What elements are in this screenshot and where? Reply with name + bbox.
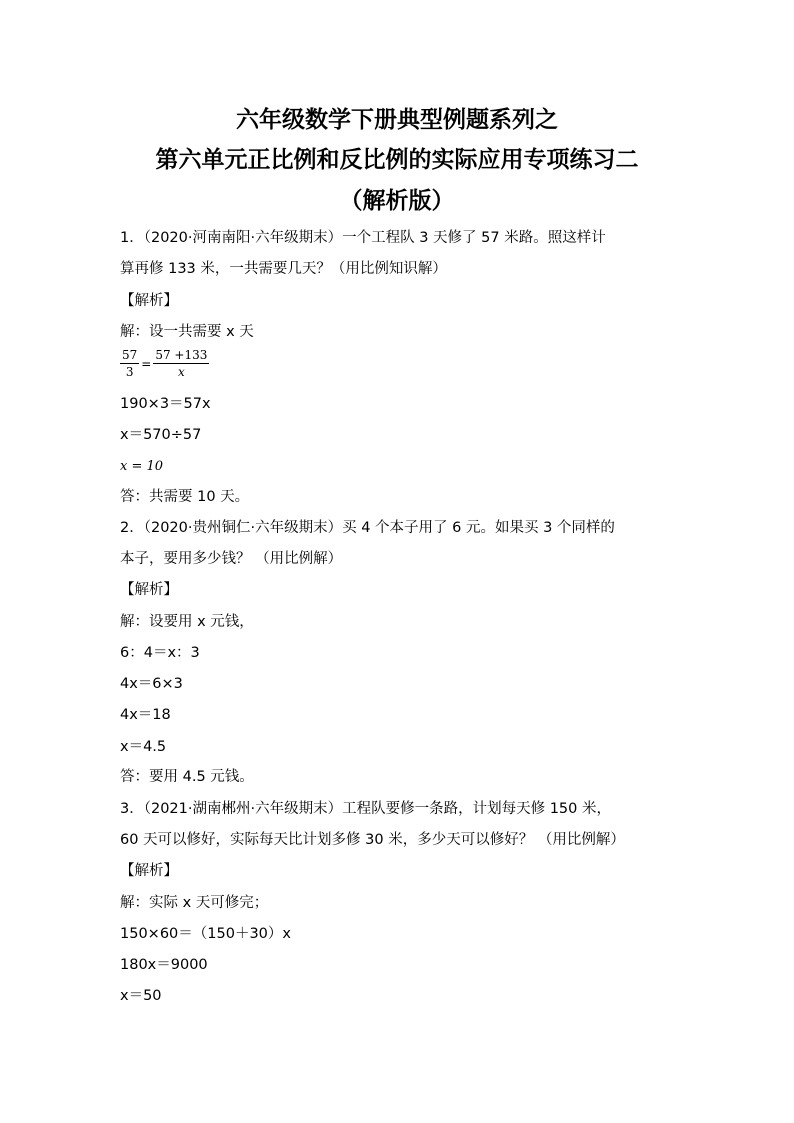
q3-text-line-1: 3．（2021·湖南郴州·六年级期末）工程队要修一条路，计划每天修 150 米， <box>120 801 611 817</box>
q3-step-4: x＝50 <box>120 988 162 1004</box>
title-line-1: 六年级数学下册典型例题系列之 <box>236 107 558 133</box>
q1-fraction-left-numerator: 57 <box>122 348 138 362</box>
q1-fraction-equals: = <box>141 356 152 371</box>
q1-fraction-left-denominator: 3 <box>125 365 134 379</box>
q1-step-3: x＝570÷57 <box>120 427 202 443</box>
q3-step-1: 解：实际 x 天可修完； <box>120 895 269 911</box>
q1-fraction-equation <box>120 347 209 385</box>
q2-text-line-1: 2．（2020·贵州铜仁·六年级期末）买 4 个本子用了 6 元。如果买 3 个同样的 <box>120 520 615 536</box>
q1-fraction-right-denominator: x <box>177 365 185 379</box>
title-line-3: （解析版） <box>339 188 455 214</box>
title-line-2: 第六单元正比例和反比例的实际应用专项练习二 <box>155 147 639 173</box>
q3-analysis-heading: 【解析】 <box>120 863 178 879</box>
q2-step-4: 4x＝18 <box>120 707 171 723</box>
q1-fraction-left <box>120 347 139 380</box>
q1-text-line-1: 1．（2020·河南南阳·六年级期末）一个工程队 3 天修了 57 米路。照这样计 <box>120 230 606 246</box>
q1-fraction-right <box>153 347 209 380</box>
q1-step-4: x = 10 <box>120 459 164 474</box>
q2-step-5: x＝4.5 <box>120 739 167 755</box>
q1-text-line-2: 算再修 133 米，一共需要几天？（用比例知识解） <box>120 261 447 277</box>
q3-text-line-2: 60 天可以修好，实际每天比计划多修 30 米，多少天可以修好？ （用比例解） <box>120 832 625 848</box>
q2-step-1: 解：设要用 x 元钱， <box>120 614 254 630</box>
q2-step-3: 4x＝6×3 <box>120 676 183 692</box>
q1-answer: 答：共需要 10 天。 <box>120 489 250 505</box>
q3-step-3: 180x＝9000 <box>120 957 208 973</box>
q1-fraction-right-numerator: 57 +133 <box>155 348 208 362</box>
q2-answer: 答：要用 4.5 元钱。 <box>120 769 254 785</box>
q2-analysis-heading: 【解析】 <box>120 582 178 598</box>
q1-step-2: 190×3＝57x <box>120 396 211 412</box>
q1-step-1: 解：设一共需要 x 天 <box>120 324 254 340</box>
q2-text-line-2: 本子，要用多少钱？ （用比例解） <box>120 551 343 567</box>
q3-step-2: 150×60＝（150＋30）x <box>120 926 291 942</box>
q2-step-2: 6：4＝x：3 <box>120 645 200 661</box>
q1-analysis-heading: 【解析】 <box>120 293 178 309</box>
